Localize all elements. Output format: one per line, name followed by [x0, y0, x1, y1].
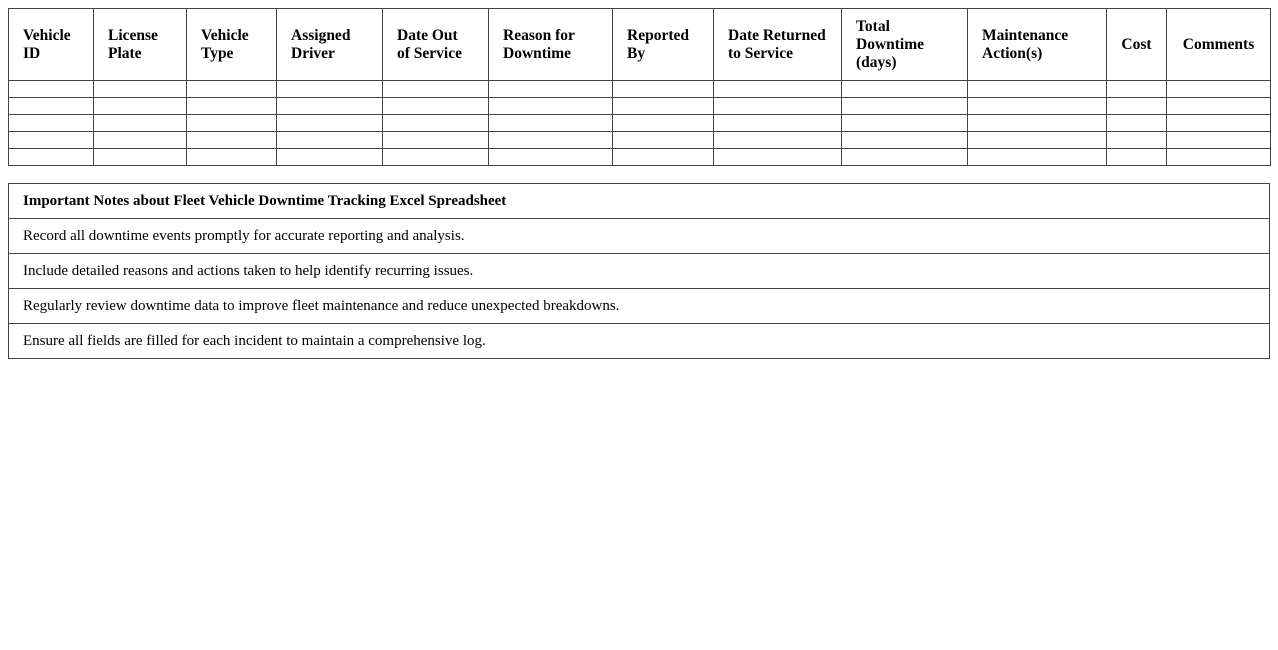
cell-vehicle-type[interactable] [187, 149, 277, 166]
cell-assigned-driver[interactable] [277, 115, 383, 132]
cell-maintenance-actions[interactable] [968, 149, 1107, 166]
cell-maintenance-actions[interactable] [968, 132, 1107, 149]
cell-comments[interactable] [1167, 98, 1271, 115]
header-reported-by: Reported By [613, 9, 714, 81]
notes-title: Important Notes about Fleet Vehicle Downtime Tracking Excel Spreadsheet [9, 184, 1270, 219]
cell-date-out[interactable] [383, 132, 489, 149]
cell-date-returned[interactable] [714, 98, 842, 115]
cell-total-downtime[interactable] [842, 132, 968, 149]
cell-cost[interactable] [1107, 81, 1167, 98]
note-row [9, 324, 1270, 359]
cell-date-out[interactable] [383, 98, 489, 115]
cell-reported-by[interactable] [613, 115, 714, 132]
header-assigned-driver: Assigned Driver [277, 9, 383, 81]
cell-date-out[interactable] [383, 81, 489, 98]
note-item: Include detailed reasons and actions taken to help identify recurring issues. [9, 254, 1270, 289]
cell-assigned-driver[interactable] [277, 81, 383, 98]
cell-license-plate[interactable] [94, 115, 187, 132]
cell-assigned-driver[interactable] [277, 98, 383, 115]
cell-total-downtime[interactable] [842, 115, 968, 132]
table-row [9, 98, 1271, 115]
cell-vehicle-type[interactable] [187, 98, 277, 115]
header-date-returned: Date Returned to Service [714, 9, 842, 81]
cell-reason[interactable] [489, 132, 613, 149]
note-row [9, 289, 1270, 324]
header-row [9, 9, 1271, 81]
header-license-plate: License Plate [94, 9, 187, 81]
cell-cost[interactable] [1107, 132, 1167, 149]
note-item: Record all downtime events promptly for accurate reporting and analysis. [9, 219, 1270, 254]
cell-cost[interactable] [1107, 115, 1167, 132]
cell-assigned-driver[interactable] [277, 132, 383, 149]
cell-license-plate[interactable] [94, 98, 187, 115]
cell-vehicle-id[interactable] [9, 132, 94, 149]
cell-assigned-driver[interactable] [277, 149, 383, 166]
cell-vehicle-id[interactable] [9, 98, 94, 115]
cell-reason[interactable] [489, 149, 613, 166]
cell-date-returned[interactable] [714, 132, 842, 149]
cell-date-out[interactable] [383, 115, 489, 132]
note-item: Regularly review downtime data to improve fleet maintenance and reduce unexpected breakdowns. [9, 289, 1270, 324]
downtime-tracking-table [8, 8, 1271, 166]
cell-license-plate[interactable] [94, 149, 187, 166]
header-reason-for-downtime: Reason for Downtime [489, 9, 613, 81]
header-total-downtime: Total Downtime (days) [842, 9, 968, 81]
cell-maintenance-actions[interactable] [968, 98, 1107, 115]
cell-maintenance-actions[interactable] [968, 81, 1107, 98]
cell-cost[interactable] [1107, 98, 1167, 115]
cell-total-downtime[interactable] [842, 81, 968, 98]
cell-comments[interactable] [1167, 149, 1271, 166]
cell-cost[interactable] [1107, 149, 1167, 166]
table-row [9, 149, 1271, 166]
header-date-out-of-service: Date Out of Service [383, 9, 489, 81]
cell-comments[interactable] [1167, 81, 1271, 98]
cell-vehicle-type[interactable] [187, 132, 277, 149]
table-row [9, 132, 1271, 149]
cell-reported-by[interactable] [613, 98, 714, 115]
cell-comments[interactable] [1167, 132, 1271, 149]
cell-date-returned[interactable] [714, 149, 842, 166]
cell-date-returned[interactable] [714, 115, 842, 132]
cell-comments[interactable] [1167, 115, 1271, 132]
header-vehicle-id: Vehicle ID [9, 9, 94, 81]
table-row [9, 81, 1271, 98]
cell-reported-by[interactable] [613, 132, 714, 149]
cell-license-plate[interactable] [94, 81, 187, 98]
cell-date-returned[interactable] [714, 81, 842, 98]
cell-total-downtime[interactable] [842, 98, 968, 115]
notes-header-row [9, 184, 1270, 219]
cell-date-out[interactable] [383, 149, 489, 166]
cell-vehicle-id[interactable] [9, 149, 94, 166]
cell-vehicle-id[interactable] [9, 115, 94, 132]
cell-maintenance-actions[interactable] [968, 115, 1107, 132]
cell-vehicle-type[interactable] [187, 115, 277, 132]
cell-total-downtime[interactable] [842, 149, 968, 166]
note-row [9, 219, 1270, 254]
cell-reported-by[interactable] [613, 81, 714, 98]
important-notes-table [8, 183, 1270, 359]
header-comments: Comments [1167, 9, 1271, 81]
header-cost: Cost [1107, 9, 1167, 81]
cell-reason[interactable] [489, 81, 613, 98]
cell-reported-by[interactable] [613, 149, 714, 166]
table-row [9, 115, 1271, 132]
header-maintenance-actions: Maintenance Action(s) [968, 9, 1107, 81]
cell-reason[interactable] [489, 98, 613, 115]
note-row [9, 254, 1270, 289]
table-body [9, 81, 1271, 166]
cell-vehicle-id[interactable] [9, 81, 94, 98]
note-item: Ensure all fields are filled for each incident to maintain a comprehensive log. [9, 324, 1270, 359]
cell-vehicle-type[interactable] [187, 81, 277, 98]
cell-reason[interactable] [489, 115, 613, 132]
header-vehicle-type: Vehicle Type [187, 9, 277, 81]
cell-license-plate[interactable] [94, 132, 187, 149]
